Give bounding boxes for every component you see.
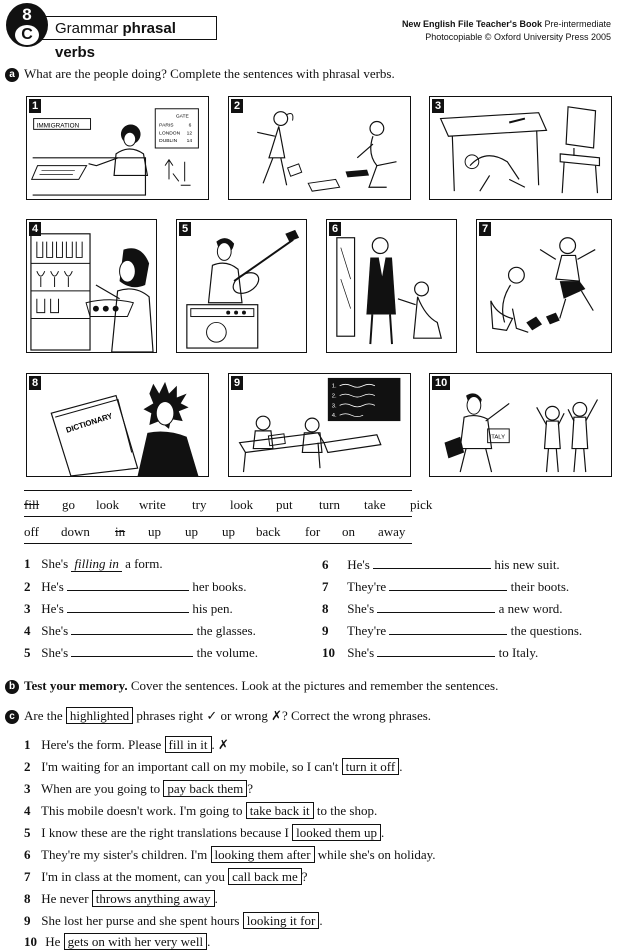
highlighted-phrase: pay back them [163,780,247,797]
item-ending: to the shop. [316,803,378,818]
under-table-illustration [430,97,611,199]
sentence-7 [322,578,569,595]
verb-word: look [96,497,120,512]
item-number: 6 [24,847,31,862]
item-1 [24,737,229,753]
immigration-desk-illustration [27,97,208,199]
section-b-badge: b [5,680,19,694]
verb-word: look [230,497,254,512]
glasses-cabinet-illustration [27,220,156,352]
sentence-10 [322,644,538,661]
title-prefix: Grammar [55,20,119,37]
picture-panel-9 [228,373,411,477]
word-box-top-line [24,490,412,491]
sentence-subject: They're [347,623,387,638]
highlighted-phrase: looking them after [211,846,315,863]
gate-sign-paris: PARIS [159,123,174,129]
panel-number: 5 [179,222,191,236]
gate-sign-dublin-number: 14 [186,139,193,145]
section-b-heading: Test your memory. [24,678,128,693]
item-text: This mobile doesn't work. I'm going to [41,803,243,818]
sentence-2 [24,578,246,595]
sentence-subject: He's [347,557,370,572]
sentence-number: 4 [24,623,31,638]
guitar-amplifier-illustration [177,220,306,352]
sentence-ending: a new word. [498,601,563,616]
item-ending: while she's on holiday. [317,847,436,862]
panel-number: 1 [29,99,41,113]
particle-word: on [342,524,355,539]
picture-panel-5 [176,219,307,353]
picture-panel-2 [228,96,411,200]
sentence-ending: his new suit. [494,557,560,572]
answer-blank[interactable] [71,644,193,657]
example-answer: filling in [71,556,121,572]
sentence-ending: the volume. [196,645,259,660]
item-text: I'm in class at the moment, can you [41,869,225,884]
sentence-number: 7 [322,579,329,594]
sentence-9 [322,622,582,639]
section-a-instruction: What are the people doing? Complete the sentences with phrasal verbs. [24,66,395,81]
panel-number: 8 [29,376,41,390]
gate-sign-title: GATE [175,114,189,120]
item-ending: ? [301,869,308,884]
section-c-text-end: phrases right ✓ or wrong ✗? Correct the wrong phrases. [136,708,432,723]
sentence-6 [322,556,560,573]
highlighted-phrase: gets on with her very well [64,933,207,950]
item-7 [24,869,308,885]
item-text: I'm waiting for an important call on my mobile, so I can't [41,759,339,774]
gate-sign-london: LONDON [159,131,181,137]
section-a-badge: a [5,68,19,82]
item-ending: . [319,913,323,928]
particle-word: off [24,524,39,539]
dictionary-cover-text: DICTIONARY [64,411,114,435]
board-item-2: 2. [331,393,337,400]
board-item-3: 3. [331,403,337,410]
verb-word: try [192,497,207,512]
sentence-number: 9 [322,623,329,638]
picture-panel-3 [429,96,612,200]
trip-to-italy-illustration [430,374,611,476]
item-text: They're my sister's children. I'm [41,847,208,862]
dropped-books-illustration [229,97,410,199]
verb-word: put [276,497,293,512]
boots-illustration [477,220,611,352]
verb-word: pick [410,497,433,512]
sentence-4 [24,622,256,639]
sentence-subject: He's [41,579,64,594]
item-ending: . ✗ [211,737,229,752]
sentence-ending: a form. [125,556,163,571]
item-number: 5 [24,825,31,840]
answer-blank[interactable] [373,556,491,569]
particle-word: up [148,524,161,539]
verb-word: go [62,497,75,512]
panel-number: 3 [432,99,444,113]
sentence-ending: the questions. [510,623,583,638]
title-topic: phrasal verbs [55,20,176,61]
page-title [41,16,217,61]
section-b-text: Cover the sentences. Look at the pictures and remember the sentences. [130,678,499,693]
item-number: 2 [24,759,31,774]
picture-panel-7 [476,219,612,353]
sentence-number: 2 [24,579,31,594]
item-number: 3 [24,781,31,796]
particle-word: away [378,524,406,539]
answer-blank[interactable] [377,644,495,657]
answer-blank[interactable] [67,578,189,591]
particle-word: down [61,524,90,539]
particle-word: up [185,524,198,539]
item-number: 10 [24,934,37,949]
highlighted-phrase: call back me [228,868,302,885]
panel-number: 2 [231,99,243,113]
section-c-badge: c [5,710,19,724]
panel-number: 10 [432,376,450,390]
panel-number: 7 [479,222,491,236]
copyright-line: Photocopiable © Oxford University Press 2005 [425,32,611,42]
verb-word: turn [319,497,340,512]
word-box-middle-line [24,516,412,517]
gate-sign-paris-number: 6 [188,123,192,129]
sentence-ending: his pen. [192,601,233,616]
sentence-8 [322,600,563,617]
section-c-text-start: Are the [24,708,63,723]
item-text: Here's the form. Please [41,737,162,752]
sentence-subject: She's [41,556,69,571]
highlighted-phrase: looked them up [292,824,381,841]
item-text: He never [41,891,89,906]
highlighted-phrase: looking it for [243,912,320,929]
picture-panel-10 [429,373,612,477]
sentence-ending: to Italy. [498,645,539,660]
gate-sign-london-number: 12 [186,131,193,137]
particle-word: for [305,524,321,539]
item-ending: . [381,825,385,840]
sentence-subject: She's [41,623,69,638]
item-ending: . [214,891,218,906]
item-text: He [45,934,61,949]
answer-blank[interactable] [389,622,507,635]
verb-word: fill [24,497,40,512]
item-9 [24,913,323,929]
sentence-number: 6 [322,557,329,572]
new-suit-illustration [327,220,456,352]
item-2 [24,759,402,775]
panel-number: 6 [329,222,341,236]
item-number: 4 [24,803,31,818]
sentence-number: 8 [322,601,329,616]
sentence-subject: She's [41,645,69,660]
item-5 [24,825,384,841]
section-b-instruction [24,678,498,694]
sentence-number: 10 [322,645,335,660]
highlighted-phrase: fill in it [165,736,212,753]
item-number: 9 [24,913,31,928]
publisher-level: Pre-intermediate [544,19,611,29]
highlighted-sample: highlighted [66,707,133,724]
item-ending: . [399,759,403,774]
board-item-1: 1. [331,383,337,390]
sentence-number: 5 [24,645,31,660]
sentence-number: 1 [24,556,31,571]
board-item-4: 4. [331,413,337,420]
italy-sign-text: ITALY [489,434,506,441]
gate-sign-dublin: DUBLIN [159,139,178,145]
sentence-subject: They're [347,579,387,594]
particle-word: up [222,524,235,539]
sentence-ending: her books. [192,579,247,594]
sentence-3 [24,600,233,617]
sentence-ending: the glasses. [196,623,256,638]
sentence-ending: their boots. [510,579,570,594]
item-8 [24,891,218,907]
panel-number: 4 [29,222,41,236]
classroom-blackboard-illustration [229,374,410,476]
publisher-line [402,19,611,29]
item-4 [24,803,377,819]
item-6 [24,847,436,863]
sentence-5 [24,644,258,661]
sentence-number: 3 [24,601,31,616]
item-text: When are you going to [41,781,161,796]
item-number: 8 [24,891,31,906]
unit-letter: C [15,25,39,45]
item-ending: . [207,934,211,949]
answer-blank[interactable] [377,600,495,613]
item-3 [24,781,253,797]
unit-number: 8 [22,5,32,24]
particle-word: in [115,524,126,539]
highlighted-phrase: take back it [246,802,314,819]
item-text: She lost her purse and she spent hours [41,913,240,928]
item-10 [24,934,210,950]
dictionary-illustration [27,374,208,476]
picture-panel-6 [326,219,457,353]
particle-word: back [256,524,281,539]
immigration-sign-text: IMMIGRATION [36,122,80,130]
verb-word: write [139,497,166,512]
sentence-subject: He's [41,601,64,616]
answer-blank[interactable] [71,622,193,635]
highlighted-phrase: throws anything away [92,890,215,907]
item-number: 1 [24,737,31,752]
section-c-instruction [24,708,431,724]
picture-panel-1 [26,96,209,200]
word-box-bottom-line [24,543,412,544]
publisher-title: New English File Teacher's Book [401,19,542,29]
picture-panel-8 [26,373,209,477]
panel-number: 9 [231,376,243,390]
sentence-1 [24,556,163,572]
answer-blank[interactable] [67,600,189,613]
answer-blank[interactable] [389,578,507,591]
sentence-subject: She's [347,645,375,660]
picture-panel-4 [26,219,157,353]
sentence-subject: She's [347,601,375,616]
verb-word: take [364,497,386,512]
item-ending: ? [247,781,253,796]
item-text: I know these are the right translations because I [41,825,289,840]
highlighted-phrase: turn it off [342,758,400,775]
item-number: 7 [24,869,31,884]
